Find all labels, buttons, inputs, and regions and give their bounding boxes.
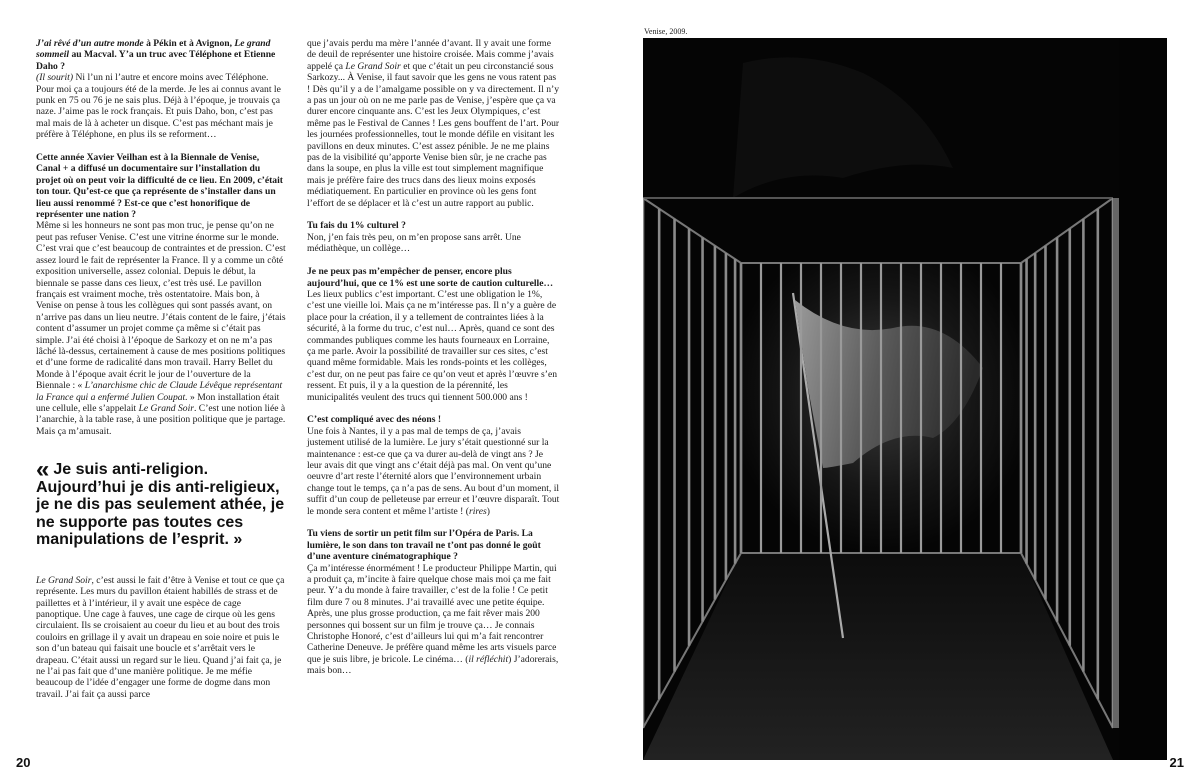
- answer-5: Les lieux publics c’est important. C’est une obligation le 1%, c’est une vieille loi. Mais ça ne m’intéresse pas. Il n’y a guère de place pour la création, il y a tellement de contraintes liées à la sécurité, à la forme du truc, c’est nul… Après, quand ce sont des commandes publiques comme les hauts fourneaux en Lorraine, ça me parle. Avoir la possibilité de travailler sur ces sites, c’est quand même formidable. Mais les ronds-points et les collèges, c’est dur, on ne peut pas faire ce qu’on veut et après l’œuvre s’en ressent. Et puis, il y a la question de la pérennité, les municipalités veulent des trucs qui tiennent 500.000 ans !: [307, 288, 558, 403]
- right-margin-dark: [1119, 38, 1167, 760]
- paragraph-7: [307, 414, 560, 517]
- article-column-1: [36, 38, 286, 712]
- question-3: Tu fais du 1% culturel ?: [307, 220, 406, 232]
- question-6: Tu viens de sortir un petit film sur l’Opéra de Paris. La lumière, le son dans ton travail ne t’ont pas donné le goût d’une aventure cinématographique ?: [307, 528, 541, 563]
- cage-image: [643, 38, 1167, 760]
- front-post: [1113, 198, 1119, 728]
- answer-3: Le Grand Soir, c’est aussi le fait d’être à Venise et tout ce que ça représente. Les murs du pavillon étaient habillés de strass et de paillettes et à l’intérieur, il y avait une espèce de cage panoptique. Une cage à fauves, une cage de cirque où les gens circulaient. Ils se croisaient au coeur du lieu et au bout des trois couloirs en grillage il y avait un drapeau en soie noire et puis le son d’un bateau qui faisait une boucle et s’arrêtait vers le drapeau. C’était aussi un regard sur le lieu. Quand j’ai fait ça, je ne l’ai pas fait que d’une manière politique. Je me méfie beaucoup de l’idée d’engager une forme de dogme dans mon travail. J’ai fait ça aussi parce: [36, 574, 285, 700]
- question-4: Je ne peux pas m’empêcher de penser, encore plus aujourd’hui, que ce 1% est une sorte de caution culturelle…: [307, 266, 554, 289]
- answer-4: Non, j’en fais très peu, on m’en propose sans arrêt. Une médiathèque, un collège…: [307, 231, 521, 255]
- answer-1: (Il sourit) Ni l’un ni l’autre et encore moins avec Téléphone. Pour moi ça a toujours été de la merde. Je les ai connus avant le punk en 75 ou 76 je ne sais plus. Déjà à l’époque, je trouvais ça naze. J’aime pas le rock français. Et puis Daho, bon, c’est pas mal mais de là à acheter un disque. C’est pas méchant mais je préfère à Téléphone, en plus ils se reforment…: [36, 72, 281, 141]
- artwork-photo: [643, 38, 1167, 760]
- answer-6: Une fois à Nantes, il y a pas mal de temps de ça, j’avais justement utilisé de la lumière. Le jury s’était questionné sur la maintenance : est-ce que ça va durer au-delà de vingt ans ? Je leur avais dit que vingt ans c’était déjà pas mal. On vent qu’une oeuvre d’art reste l’éternité alors que l’environnement urbain change tout le temps, ça n’a pas de sens. Au bout d’un moment, il suffit d’un coup de pelleteuse par erreur et l’œuvre disparaît. Tout le monde sera content et même l’artiste ! (rires): [307, 425, 560, 517]
- article-column-2: [307, 38, 560, 688]
- close-quote-mark: »: [228, 531, 243, 549]
- pull-quote-text: Je suis anti-religion. Aujourd’hui je dis anti-religieux, je ne dis pas seulement athée, je ne supporte pas toutes ces manipulations de l’esprit.: [36, 461, 285, 549]
- page-number-left: 20: [16, 755, 31, 770]
- question-5: C’est compliqué avec des néons !: [307, 414, 442, 426]
- question-2: Cette année Xavier Veilhan est à la Biennale de Venise, Canal + a diffusé un documentaire sur l’installation du projet où on peut voir la difficulté de ce lieu. En 2009, c’était ton tour. Qu’est-ce que ça représente de s’installer dans un lieu aussi renommé ? Est-ce que c’est honorifique de représenter une nation ?: [36, 152, 283, 221]
- paragraph-6: [307, 266, 560, 403]
- photo-caption: Venise, 2009.: [644, 27, 688, 36]
- answer-2: Même si les honneurs ne sont pas mon truc, je pense qu’on ne peut pas refuser Venise. C’est une vitrine énorme sur le monde. C’est vrai que c’est beaucoup de contraintes et de pression. C’est assez lourd le fait de représenter la France. Il y a comme un côté exposition universelle, assez colonial. Depuis le début, la biennale se passe dans ces lieux, c’est très usé. Le pavillon français est vraiment moche, très ostentatoire. Mais bon, à Venise on pense à tous les collègues qui sont passés avant, on n’arrive pas dans un lieu neutre. J’étais content de le faire, j’étais content d’assumer un projet comme ça même si c’était pas simple. J’ai été choisi à l’époque de Sarkozy et on ne m’a pas lâché là-dessus, certainement à cause de mes positions politiques et d’une forme de radicalité dans mon travail. Harry Bellet du Monde à l’époque avait écrit le jour de l’ouverture de la Biennale : « L’anarchisme chic de Claude Lévêque représentant la France qui a enfermé Julien Coupat. » Mon installation était une cellule, elle s’appelait Le Grand Soir. C’est une notion liée à l’anarchie, à la table rase, à une position politique que je partage. Mais ça m’amusait.: [36, 220, 286, 437]
- question-1: J’ai rêvé d’un autre monde à Pékin et à Avignon, Le grand sommeil au Macval. Y’a un truc avec Téléphone et Etienne Daho ?: [36, 38, 276, 72]
- paragraph-8: [307, 528, 560, 676]
- paragraph-1: [36, 38, 286, 141]
- answer-7: Ça m’intéresse énormément ! Le producteur Philippe Martin, qui a produit ça, m’incite à faire quelque chose mais moi ça me fait peur. Y’a du monde à faire travailler, c’est de la folie ! Ce petit film dure 7 ou 8 minutes. J’ai travaillé avec une petite équipe. Après, une plus grosse production, ça me fait rêver mais 200 personnes qui bossent sur un film je trouve ça… Je connais Christophe Honoré, c’est d’ailleurs lui qui m’a fait rencontrer Catherine Deneuve. Je préfère quand même les arts visuels parce que je suis libre, je bricole. Le cinéma… (il réfléchit) J’adorerais, mais bon…: [307, 562, 559, 677]
- paragraph-5: [307, 220, 560, 254]
- paragraph-2: [36, 152, 286, 437]
- page-number-right: 21: [1169, 755, 1184, 770]
- open-quote-mark: «: [36, 456, 50, 484]
- paragraph-4: que j’avais perdu ma mère l’année d’avant. Il y avait une forme de deuil de représenter une histoire croisée. Mais comme j’avais appelé ça Le Grand Soir et que c’était un peu circonstancié sous Sarkozy... À Venise, il faut savoir que les gens ne vous ratent pas ! Dès qu’il y a de l’amalgame possible on y va directement. Il n’y a pas un jour où on ne me parle pas de Venise, j’espère que ça va durer encore cinquante ans. C’est les Jeux Olympiques, c’est même pas le Festival de Cannes ! Les gens bouffent de l’art. Pour les journées professionnelles, tout le monde défile en visitant les pavillons en deux minutes. C’est assez pénible. Je ne me plains pas de la visibilité qu’apporte Venise bien sûr, je ne crache pas dans la soupe, en plus la ville est tout simplement magnifique mais je préfère faire des trucs dans des lieux moins exposés médiatiquement. En particulier en province où les gens font l’effort de se déplacer et là c’est un autre rapport au public.: [307, 38, 560, 209]
- pull-quote: [36, 456, 286, 549]
- paragraph-3: [36, 575, 286, 700]
